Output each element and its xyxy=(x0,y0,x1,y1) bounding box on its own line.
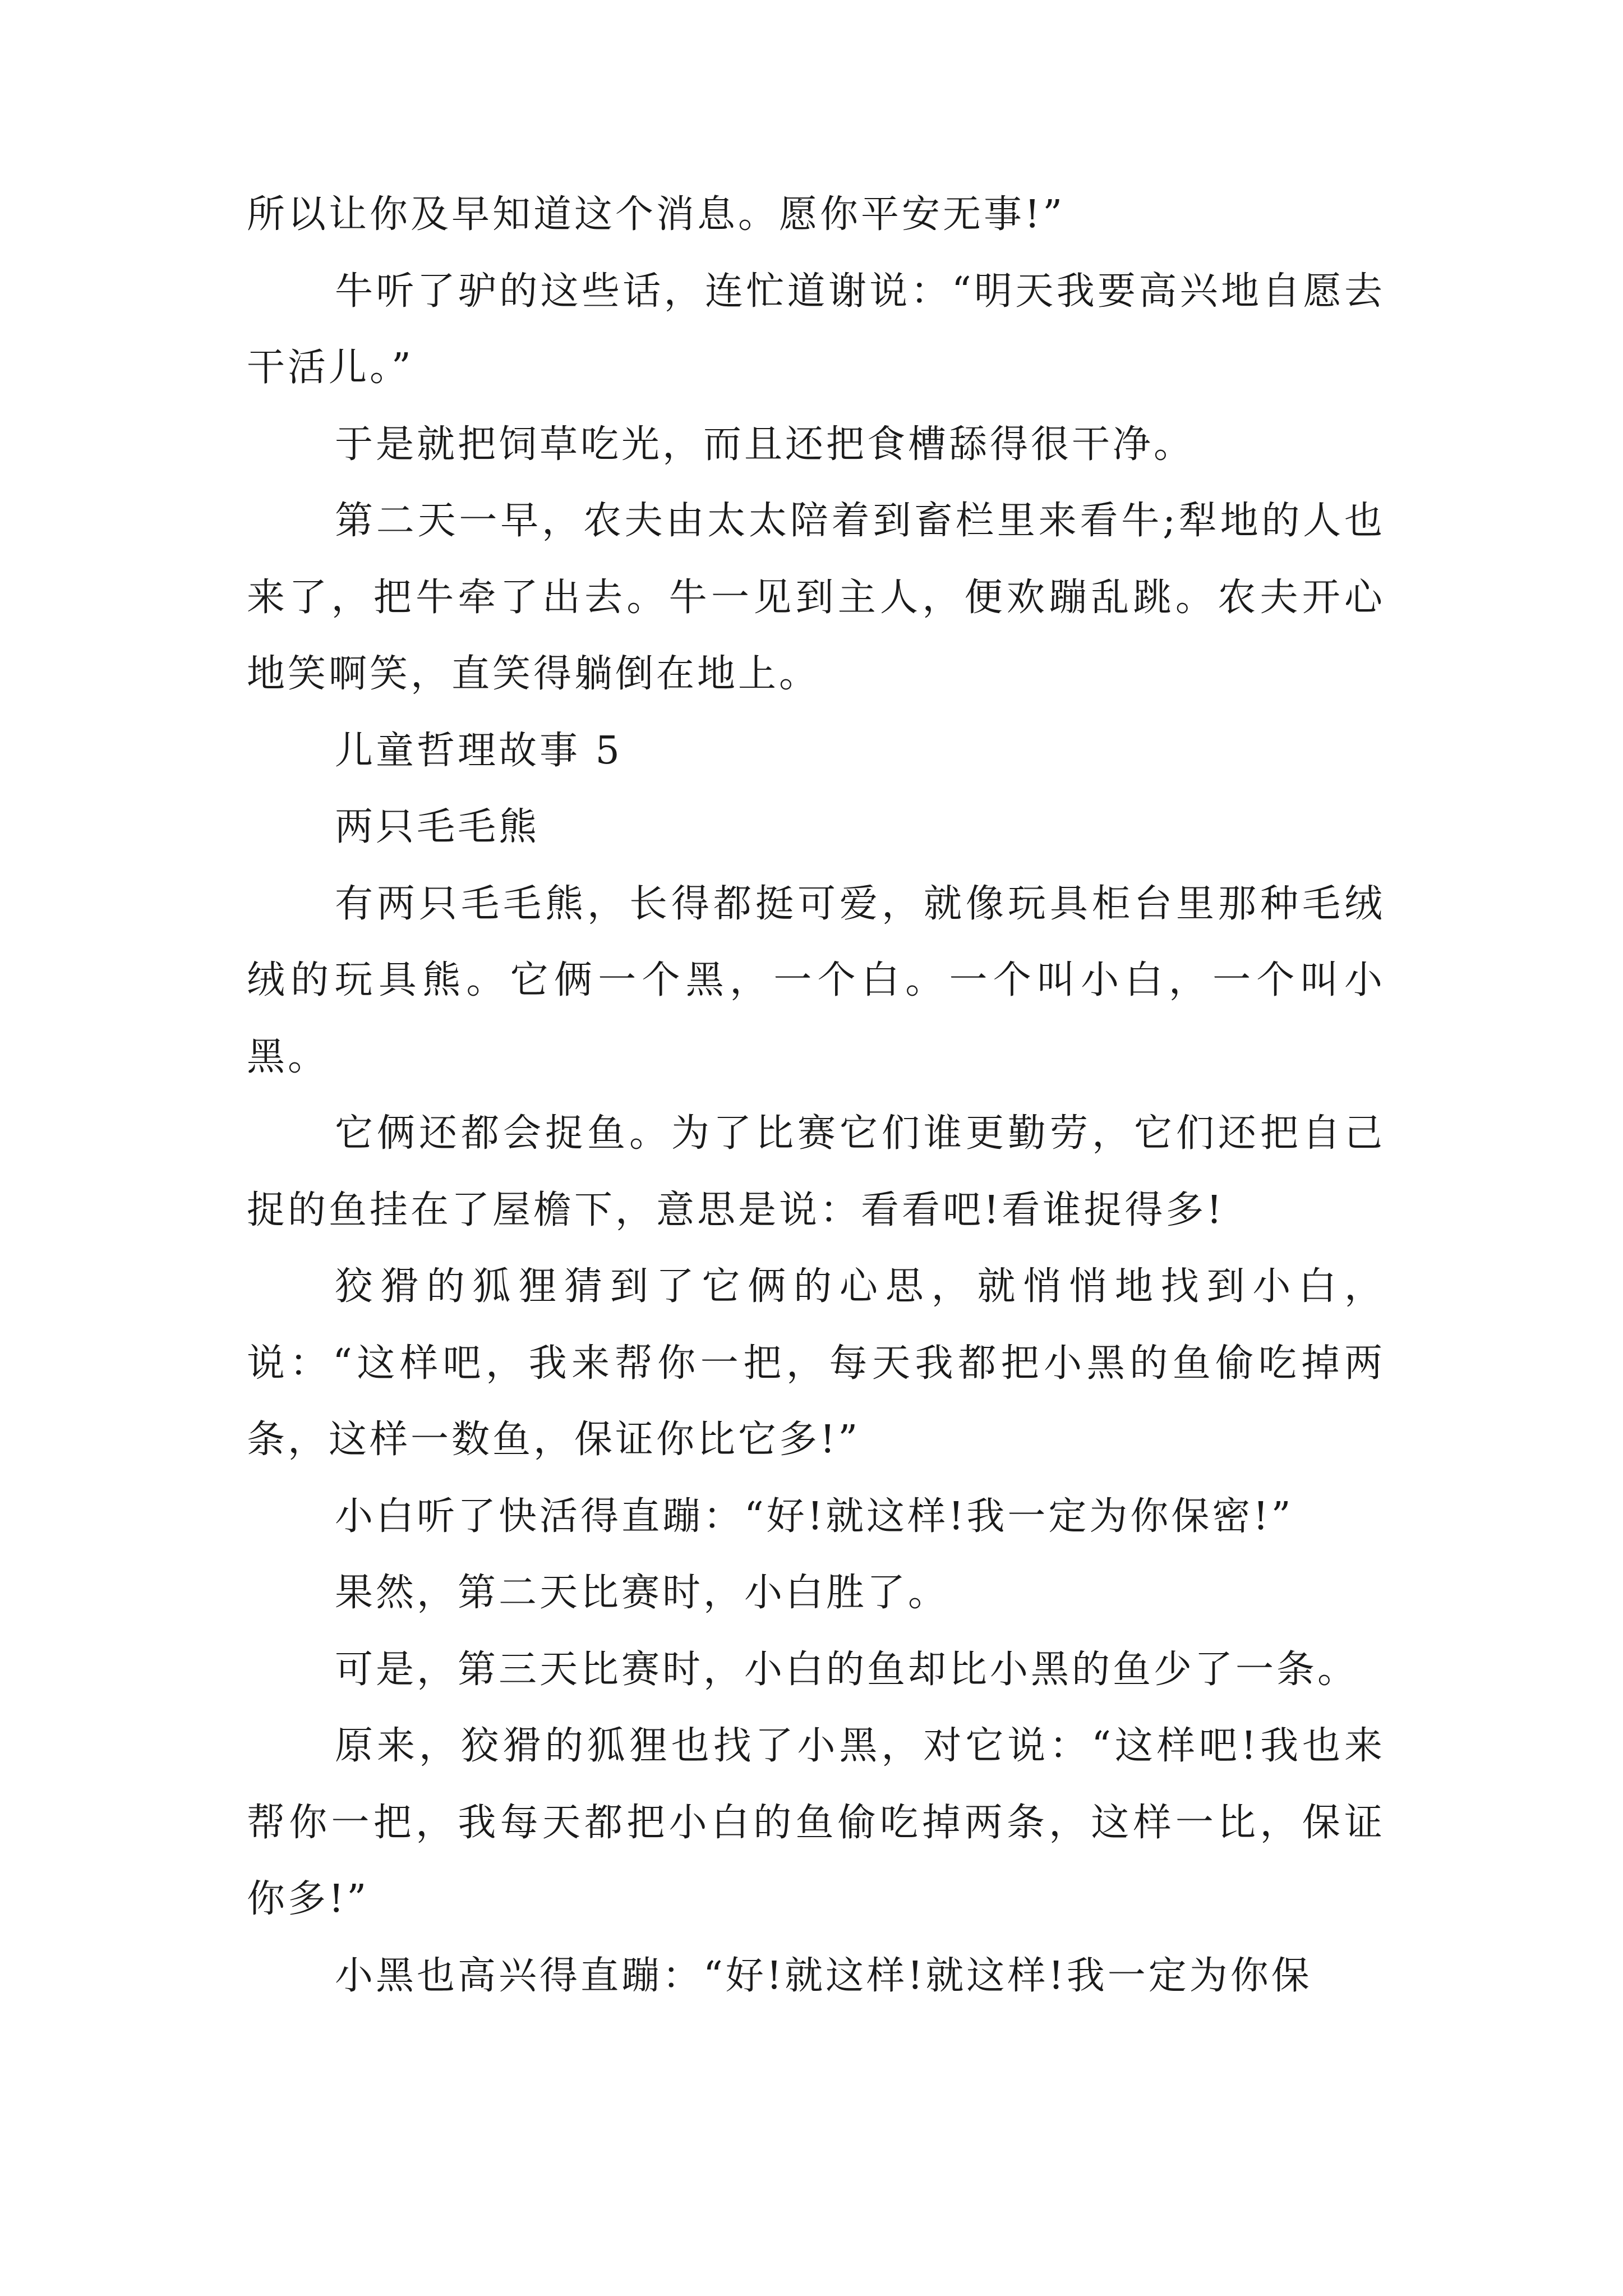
paragraph-3: 于是就把饲草吃光，而且还把食槽舔得很干净。 xyxy=(335,422,1195,467)
paragraph-12: 可是，第三天比赛时，小白的鱼却比小黑的鱼少了一条。 xyxy=(335,1647,1359,1692)
paragraph-13: 原来，狡猾的狐狸也找了小黑，对它说：“这样吧!我也来帮你一把，我每天都把小白的鱼偷吃掉两条，这样一比，保证你多!” xyxy=(247,1724,1385,1921)
paragraph-14: 小黑也高兴得直蹦：“好!就这样!就这样!我一定为你保 xyxy=(335,1953,1312,1998)
paragraph-4: 第二天一早，农夫由太太陪着到畜栏里来看牛;犁地的人也来了，把牛牵了出去。牛一见到主人，便欢蹦乱跳。农夫开心地笑啊笑，直笑得躺倒在地上。 xyxy=(247,499,1385,696)
paragraph-7: 有两只毛毛熊，长得都挺可爱，就像玩具柜台里那种毛绒绒的玩具熊。它俩一个黑，一个白。一个叫小白，一个叫小黑。 xyxy=(247,881,1385,1079)
body-text xyxy=(247,177,1385,2014)
paragraph-2: 牛听了驴的这些话，连忙道谢说：“明天我要高兴地自愿去干活儿。” xyxy=(247,269,1385,390)
paragraph-10: 小白听了快活得直蹦：“好!就这样!我一定为你保密!” xyxy=(335,1494,1294,1539)
paragraph-1: 所以让你及早知道这个消息。愿你平安无事!” xyxy=(247,192,1066,237)
section-heading: 儿童哲理故事 5 xyxy=(335,728,623,773)
paragraph-8: 它俩还都会捉鱼。为了比赛它们谁更勤劳，它们还把自己捉的鱼挂在了屋檐下，意思是说：看看吧!看谁捉得多! xyxy=(247,1111,1385,1232)
story-title: 两只毛毛熊 xyxy=(335,805,540,849)
paragraph-9: 狡猾的狐狸猜到了它俩的心思，就悄悄地找到小白，说：“这样吧，我来帮你一把，每天我都把小黑的鱼偷吃掉两条，这样一数鱼，保证你比它多!” xyxy=(247,1264,1385,1462)
paragraph-11: 果然，第二天比赛时，小白胜了。 xyxy=(335,1571,949,1615)
